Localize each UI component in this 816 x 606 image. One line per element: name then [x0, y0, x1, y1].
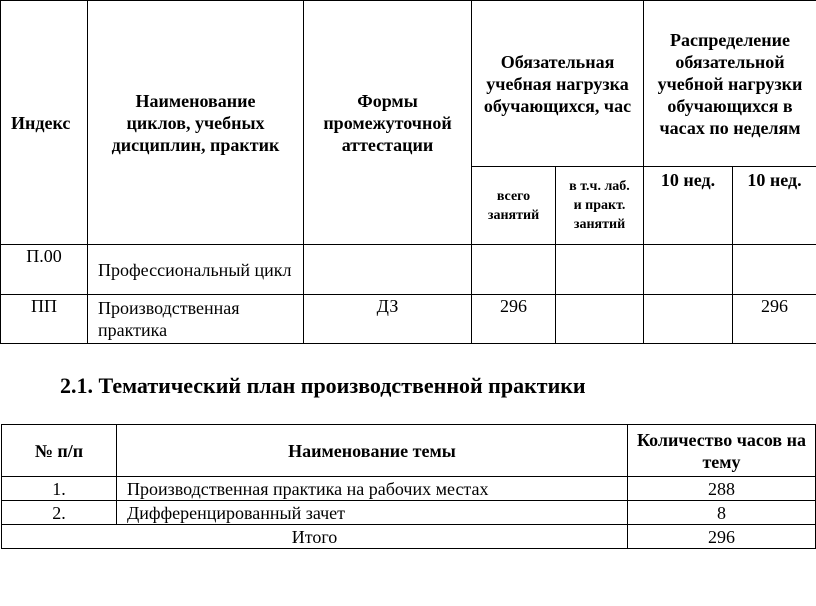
header-load: Обязательная учебная нагрузка обучающихся, час [472, 1, 644, 167]
row-name: Производственная практика [88, 295, 304, 344]
row-form [304, 245, 472, 295]
header-incl: в т.ч. лаб. и практ. занятий [556, 167, 644, 245]
total-label: Итого [2, 525, 628, 549]
row-topic: Дифференцированный зачет [117, 501, 628, 525]
row-hours: 8 [628, 501, 816, 525]
row-index: П.00 [1, 245, 88, 295]
row-num: 1. [2, 477, 117, 501]
row-total: 296 [472, 295, 556, 344]
header-topic: Наименование темы [117, 425, 628, 477]
header-name: Наименование циклов, учебных дисциплин, практик [88, 1, 304, 245]
row-form: ДЗ [304, 295, 472, 344]
table-row [1, 245, 816, 295]
row-index: ПП [1, 295, 88, 344]
header-week1: 10 нед. [644, 167, 733, 245]
row-topic: Производственная практика на рабочих местах [117, 477, 628, 501]
table-row [1, 295, 816, 344]
row-name: Профессиональный цикл [88, 245, 304, 295]
row-hours: 288 [628, 477, 816, 501]
row-total [472, 245, 556, 295]
row-num: 2. [2, 501, 117, 525]
header-hours: Количество часов на тему [628, 425, 816, 477]
row-w1 [644, 295, 733, 344]
header-index: Индекс [1, 1, 88, 245]
total-row [2, 525, 816, 549]
table-row [2, 477, 816, 501]
row-w1 [644, 245, 733, 295]
section-title: 2.1. Тематический план производственной практики [60, 373, 586, 398]
row-w2: 296 [733, 295, 816, 344]
header-week2: 10 нед. [733, 167, 816, 245]
table-row [2, 501, 816, 525]
header-num: № п/п [2, 425, 117, 477]
header-total: всего занятий [472, 167, 556, 245]
header-distribution: Распределение обязательной учебной нагрузки обучающихся в часах по неделям [644, 1, 816, 167]
thematic-plan-table [1, 424, 816, 549]
row-w2 [733, 245, 816, 295]
row-incl [556, 295, 644, 344]
row-incl [556, 245, 644, 295]
header-forms: Формы промежуточной аттестации [304, 1, 472, 245]
total-value: 296 [628, 525, 816, 549]
